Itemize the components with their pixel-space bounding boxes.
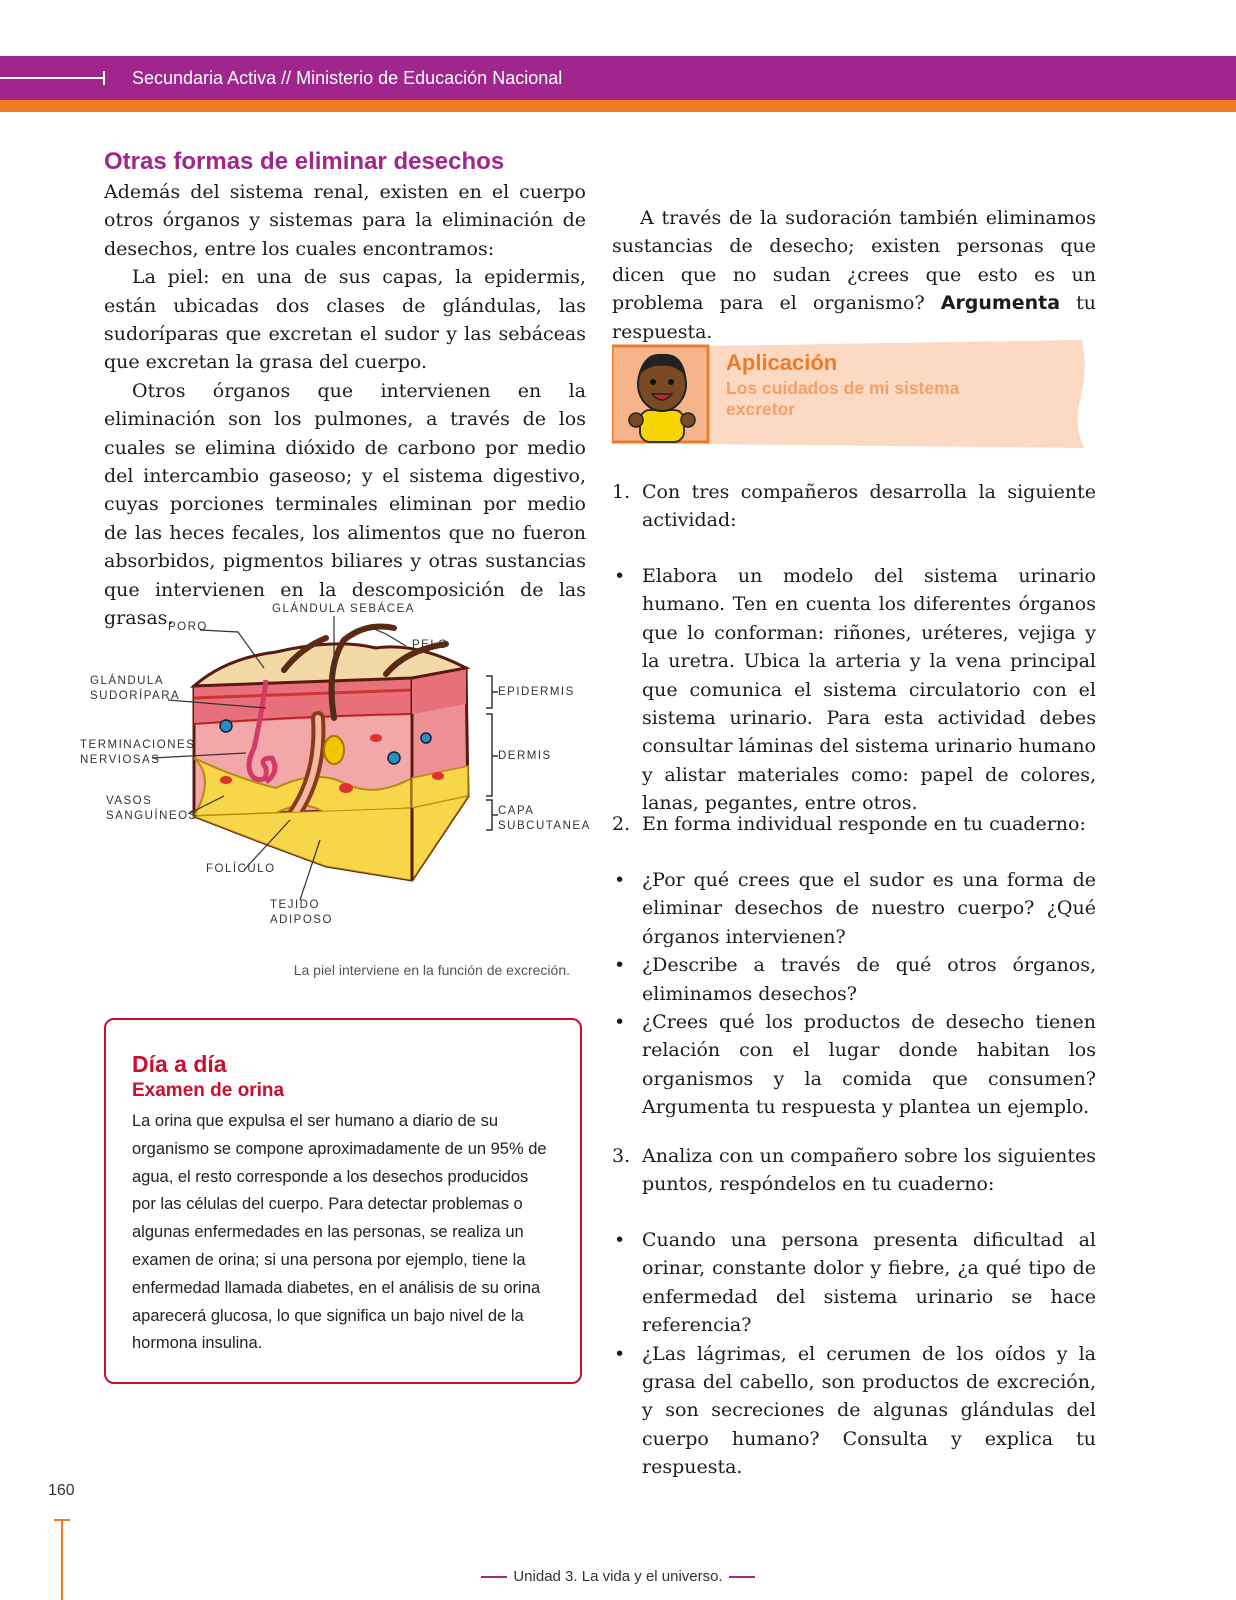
activity-3 [612, 1142, 1096, 1199]
sweat-question-text: A través de la sudoración también eliminamos sustancias de desecho; existen personas que dicen que no sudan ¿crees que esto es un problema para el organismo? [612, 207, 1096, 315]
footer-unit-text: La vida y el universo. [581, 1568, 723, 1585]
sweat-question-keyword: Argumenta [940, 292, 1061, 315]
bullet-list-1 [612, 562, 1096, 818]
header-title: Secundaria Activa // Ministerio de Educación Nacional [132, 68, 563, 88]
activity-1-text: Con tres compañeros desarrolla la siguiente actividad: [642, 481, 1096, 532]
bullet-5-text: Cuando una persona presenta dificultad al orinar, constante dolor y fiebre, ¿a qué tipo de enfermedad del sistema urinario se hace referencia? [642, 1229, 1096, 1337]
footer-unit-label: Unidad 3. [513, 1568, 578, 1585]
bullet-3-text: ¿Describe a través de qué otros órganos, eliminamos desechos? [642, 954, 1096, 1005]
aplicacion-banner [612, 340, 1094, 452]
aplicacion-title: Aplicación [726, 350, 838, 375]
page-number: 160 [48, 1482, 75, 1499]
bullet-icon: • [614, 869, 626, 891]
list-item [612, 951, 1096, 1008]
paragraph-intro: Además del sistema renal, existen en el cuerpo otros órganos y sistemas para la eliminación de desechos, entre los cuales encontramos: [104, 181, 586, 260]
bullet-2-text: ¿Por qué crees que el sudor es una forma de eliminar desechos de nuestro cuerpo? ¿Qué órganos intervienen? [642, 869, 1096, 948]
skin-diagram [76, 603, 596, 948]
bullet-list-3 [612, 1226, 1096, 1482]
label-pelo: PELO [412, 639, 449, 651]
list-item [612, 866, 1096, 951]
paragraph-skin: La piel: en una de sus capas, la epidermis, están ubicadas dos clases de glándulas, las sudoríparas que excretan el sudor y las sebáceas que excretan la grasa del cuerpo. [104, 266, 586, 374]
bullet-6-text: ¿Las lágrimas, el cerumen de los oídos y la grasa del cabello, son productos de excreción, y son secreciones de algunas glándulas del cuerpo humano? Consulta y explica tu respuesta. [642, 1342, 1096, 1479]
header-accent-strip [0, 100, 1236, 112]
label-glandula-sudoripara: GLÁNDULA SUDORÍPARA [90, 675, 181, 702]
margin-rule-tick [54, 1519, 70, 1521]
figure-caption: La piel interviene en la función de excreción. [293, 962, 570, 978]
left-column [104, 146, 586, 633]
header-rule-tick [103, 71, 105, 85]
section-title: Otras formas de eliminar desechos [104, 148, 505, 175]
activity-1 [612, 478, 1096, 535]
bullet-1-text: Elabora un modelo del sistema urinario humano. Ten en cuenta los diferentes órganos que lo conforman: riñones, uréteres, vejiga y la uretra. Ubica la arteria y la vena principal que comunica el sistema circulatorio con el sistema urinario. Para esta actividad debes consultar láminas del sistema urinario humano y alistar materiales como: papel de colores, lanas, pegantes, entre otros. [642, 565, 1096, 815]
sweat-question-end: tu respuesta. [612, 292, 1097, 343]
bullet-icon: • [614, 565, 626, 587]
margin-rule [61, 1519, 63, 1600]
activity-3-number: 3. [612, 1145, 631, 1167]
activity-3-item [612, 1142, 1096, 1199]
list-item [612, 562, 1096, 818]
label-foliculo: FOLÍCULO [206, 863, 276, 875]
activity-2-item [612, 810, 1096, 838]
activity-2-text: En forma individual responde en tu cuaderno: [642, 813, 1086, 835]
list-item [612, 1226, 1096, 1340]
sweat-question [612, 204, 1096, 346]
label-tejido-adiposo: TEJIDO ADIPOSO [270, 899, 333, 926]
dia-a-dia-title: Día a día [132, 1051, 227, 1077]
bullet-icon: • [614, 1229, 626, 1251]
right-intro [612, 204, 1096, 346]
label-vasos: VASOS SANGUÍNEOS [106, 795, 198, 822]
footer-bar-right [729, 1576, 755, 1578]
bullet-icon: • [614, 954, 626, 977]
activity-2-number: 2. [612, 813, 631, 835]
dia-a-dia-box [104, 1018, 582, 1384]
label-glandula-sebacea: GLÁNDULA SEBÁCEA [272, 603, 415, 615]
dia-a-dia-text: La orina que expulsa el ser humano a diario de su organismo se compone aproximadamente de un 95% de agua, el resto corresponde a los desechos producidos por las células del cuerpo. Para detectar problemas o algunas enfermedades en las personas, se realiza un examen de orina; si una persona por ejemplo, tiene la enfermedad llamada diabetes, en el análisis de su orina aparecerá glucosa, lo que significa un bajo nivel de la hormona insulina. [132, 1112, 547, 1353]
footer-bar-left [481, 1576, 507, 1578]
skin-illustration [76, 608, 596, 948]
activity-3-text: Analiza con un compañero sobre los siguientes puntos, respóndelos en tu cuaderno: [642, 1145, 1096, 1196]
label-poro: PORO [168, 621, 208, 633]
bullet-4-text: ¿Crees qué los productos de desecho tienen relación con el lugar donde habitan los organismos y la comida que consumen? Argumenta tu respuesta y plantea un ejemplo. [642, 1011, 1096, 1119]
label-dermis: DERMIS [498, 750, 552, 762]
paragraph-other-organs: Otros órganos que intervienen en la eliminación son los pulmones, a través de los cuales se elimina dióxido de carbono por medio del intercambio gaseoso; y el sistema digestivo, cuyas porciones terminales eliminan por medio de las heces fecales, los alimentos que no fueron absorbidos, pigmentos biliares y otras sustancias que intervienen en la descomposición de las grasas. [104, 379, 586, 630]
label-capa-subcutanea: CAPA SUBCUTANEA [498, 805, 591, 832]
label-terminaciones: TERMINACIONES NERVIOSAS [80, 739, 196, 766]
list-item [612, 1008, 1096, 1122]
label-epidermis: EPIDERMIS [498, 686, 575, 698]
activity-1-number: 1. [612, 481, 631, 503]
footer [0, 1568, 1236, 1585]
list-item [612, 1340, 1096, 1482]
dia-a-dia-subtitle: Examen de orina [132, 1080, 285, 1101]
header-rule [0, 77, 104, 79]
bullet-list-2 [612, 866, 1096, 1122]
activity-1-item [612, 478, 1096, 535]
activity-2 [612, 810, 1096, 838]
bullet-icon: • [614, 1011, 626, 1034]
bullet-icon: • [614, 1342, 626, 1365]
aplicacion-subtitle: Los cuidados de mi sistema excretor [726, 378, 960, 419]
